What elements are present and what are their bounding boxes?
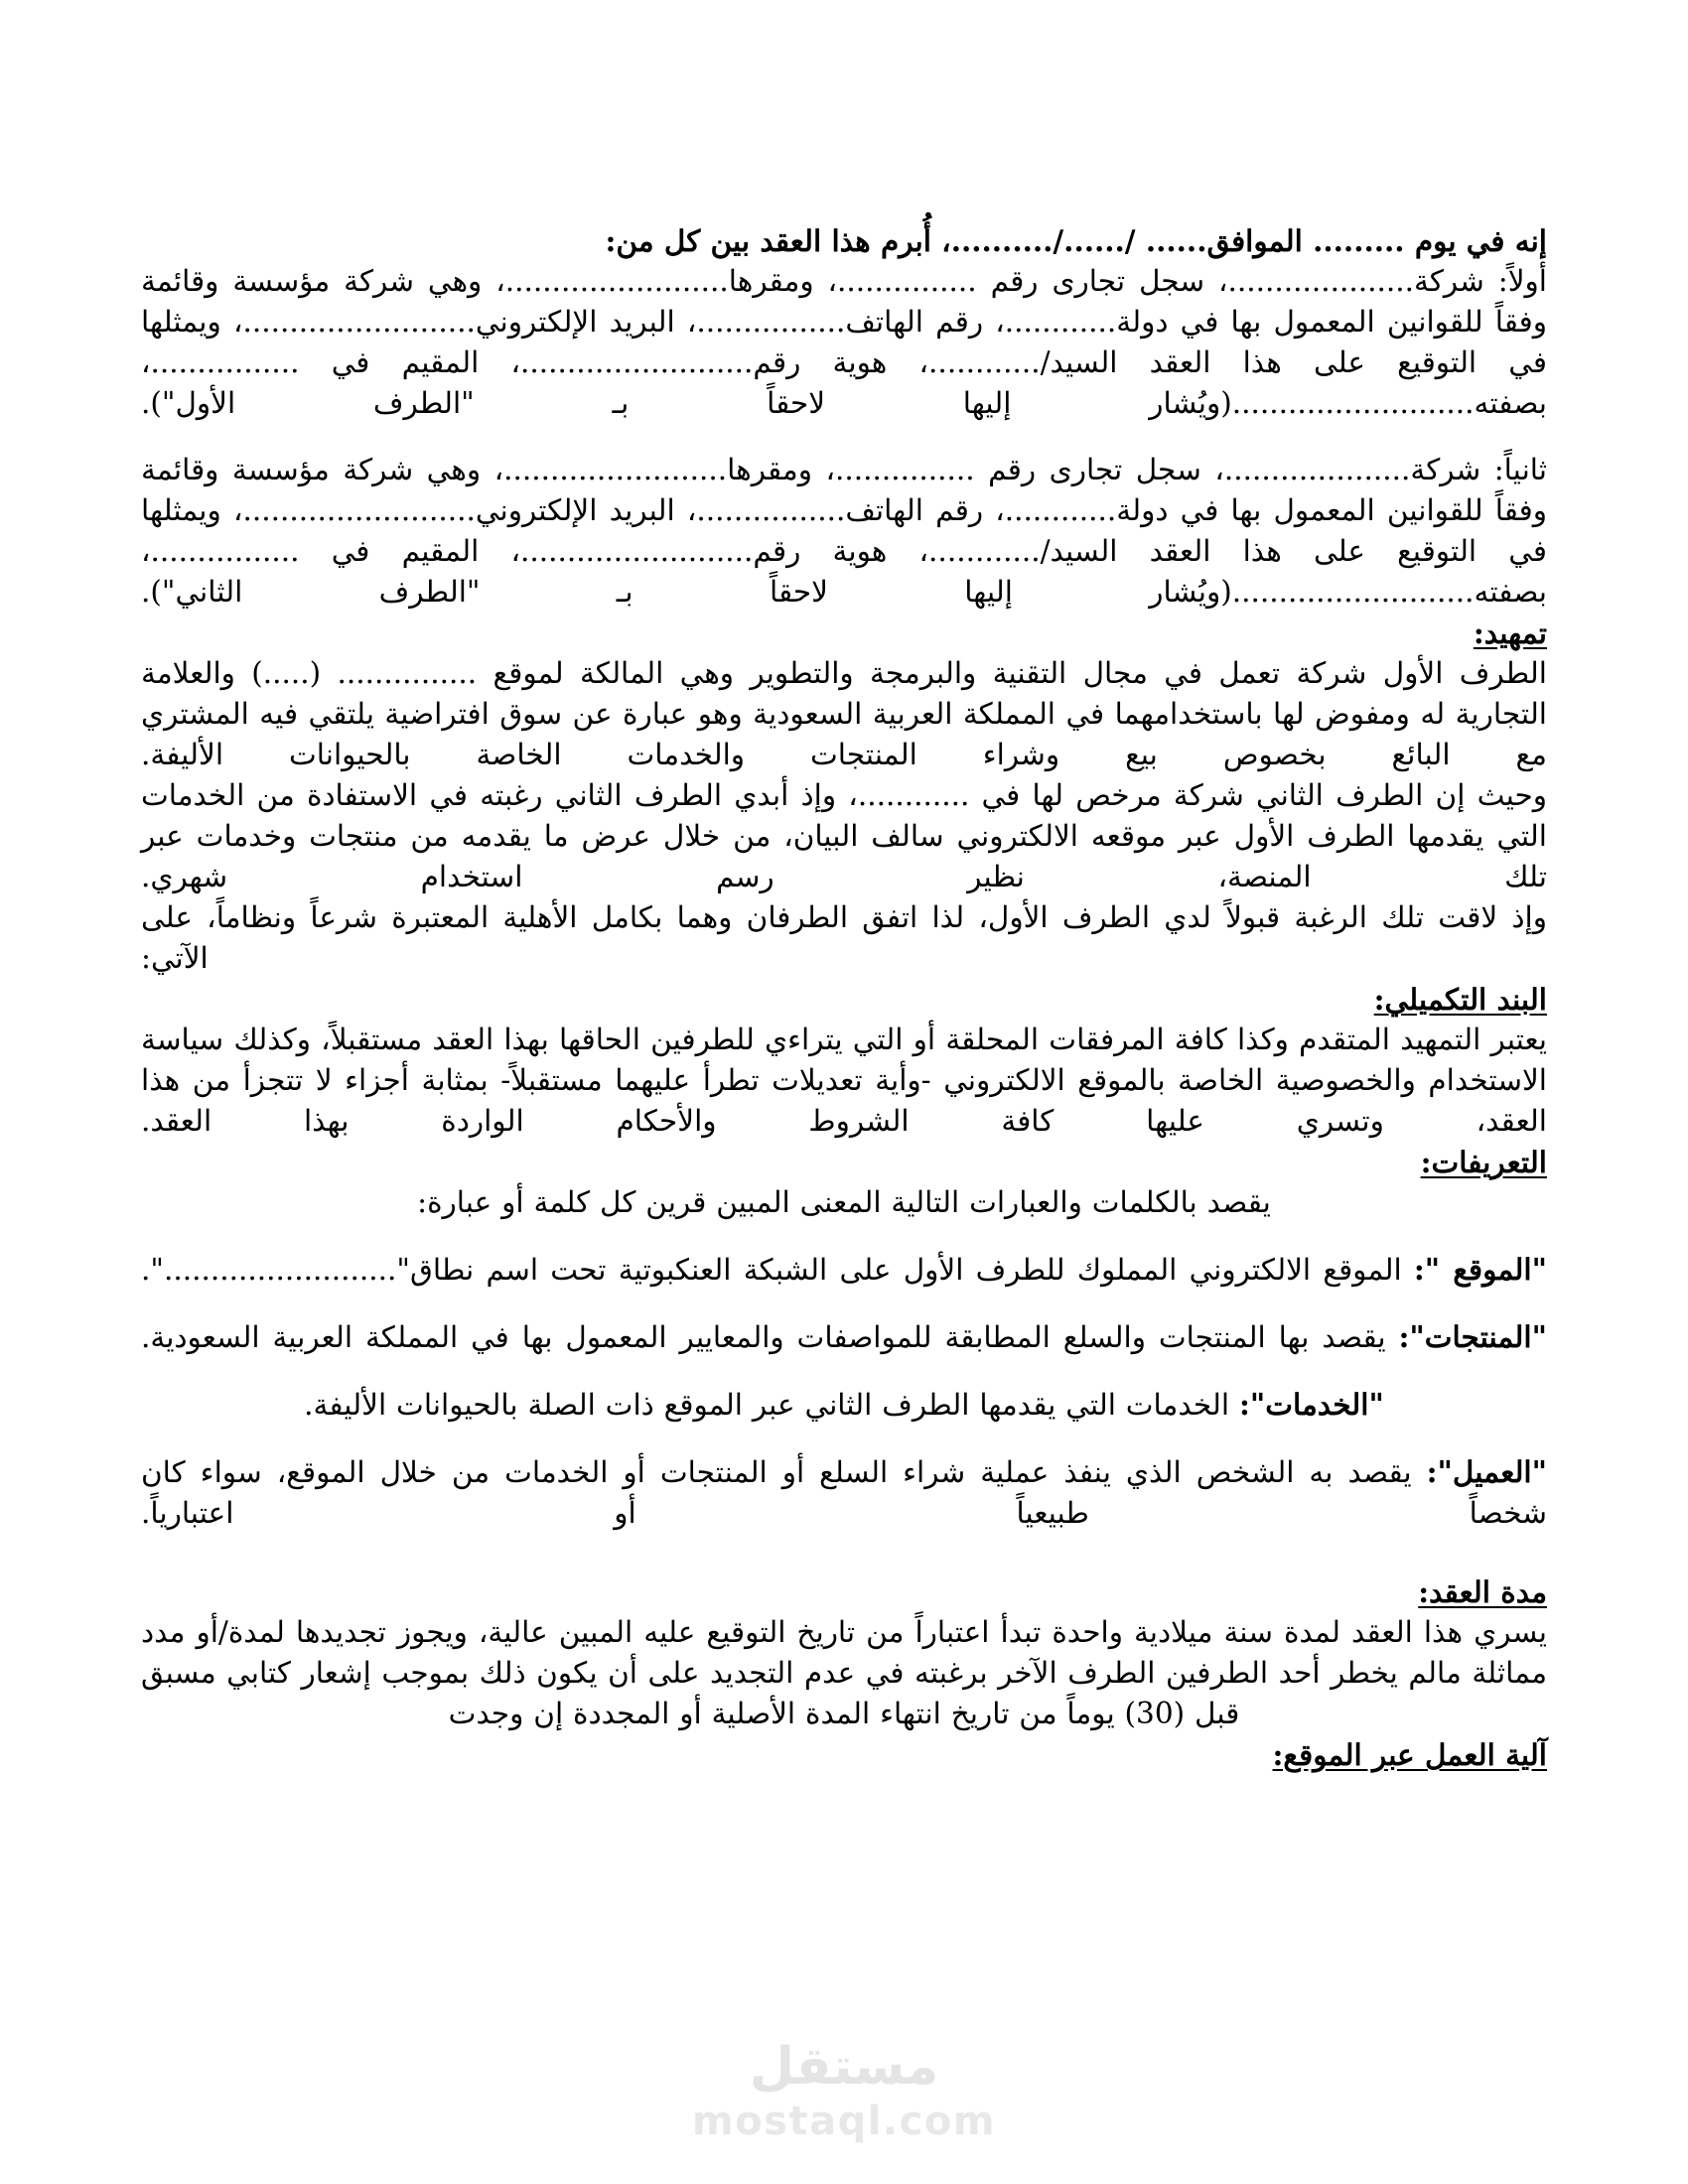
definition-item-products [141,1316,1547,1358]
definition-text-services: الخدمات التي يقدمها الطرف الثاني عبر الموقع ذات الصلة بالحيوانات الأليفة. [304,1388,1239,1422]
definition-term-client: "العميل": [1426,1454,1547,1489]
preamble-paragraph-2: وحيث إن الطرف الثاني شركة مرخص لها في ............، وإذ أبدي الطرف الثاني رغبته في الاستفادة من الخدمات التي يقدمها الطرف الأول عبر موقعه الالكتروني سالف البيان، من خلال عرض ما يقدمه من منتجات وخدمات عبر تلك المنصة، نظير رسم استخدام شهري. [141,778,1547,893]
contract-duration-paragraph: يسري هذا العقد لمدة سنة ميلادية واحدة تبدأ اعتباراً من تاريخ التوقيع عليه المبين عالية، ويجوز تجديدها لمدة/أو مدد مماثلة مالم يخطر أحد الطرفين الطرف الآخر برغبته في عدم التجديد على أن يكون ذلك بموجب إشعار كتابي مسبق قبل (30) يوماً من تاريخ انتهاء المدة الأصلية أو المجددة إن وجدت [141,1615,1547,1730]
definition-text-site: الموقع الالكتروني المملوك للطرف الأول على الشبكة العنكبوتية تحت اسم نطاق".........................". [141,1253,1414,1287]
watermark-arabic-text: مستقل [749,2037,939,2097]
spacer [141,1358,1547,1384]
mostaql-watermark [0,2037,1688,2144]
definition-item-client [141,1451,1547,1534]
heading-contract-duration: مدة العقد: [1418,1574,1547,1609]
spacer [141,1223,1547,1249]
spacer [141,1426,1547,1451]
definition-item-services [141,1384,1547,1426]
party-first-paragraph: أولاً: شركة....................، سجل تجارى رقم ...............، ومقرها........................، وهي شركة مؤسسة وقائمة وفقاً للقوانين المعمول بها في دولة............، رقم الهاتف................، البريد الإلكتروني.........................، ويمثلها في التوقيع على هذا العقد السيد/............، هوية رقم.........................، المقيم في ................، بصفته..........................(ويُشار إليها لاحقاً بـ "الطرف الأول"). [141,264,1547,420]
heading-supplementary-clause: البند التكميلي: [1373,982,1547,1017]
heading-definitions: التعريفات: [1420,1145,1547,1179]
definition-term-site: "الموقع ": [1413,1252,1547,1287]
heading-work-mechanism: آلية العمل عبر الموقع: [1272,1737,1547,1772]
definition-term-products: "المنتجات": [1398,1319,1547,1354]
definition-text-products: يقصد بها المنتجات والسلع المطابقة للمواصفات والمعايير المعمول بها في المملكة العربية السعودية. [141,1320,1399,1354]
preamble-paragraph-3: وإذ لاقت تلك الرغبة قبولاً لدي الطرف الأول، لذا اتفق الطرفان وهما بكامل الأهلية المعتبرة شرعاً ونظاماً، على الآتي: [141,900,1547,975]
supplementary-clause-paragraph: يعتبر التمهيد المتقدم وكذا كافة المرفقات المحلقة أو التي يتراءي للطرفين الحاقها بهذا العقد مستقبلاً، وكذلك سياسة الاستخدام والخصوصية الخاصة بالموقع الالكتروني -وأية تعديلات تطرأ عليهما مستقبلاً- بمثابة أجزاء لا تتجزأ من هذا العقد، وتسري عليها كافة الشروط والأحكام الواردة بهذا العقد. [141,1023,1547,1138]
watermark-latin-text: mostaql.com [692,2099,996,2144]
definition-term-services: "الخدمات": [1238,1387,1384,1422]
party-second-paragraph: ثانياً: شركة....................، سجل تجارى رقم ...............، ومقرها........................، وهي شركة مؤسسة وقائمة وفقاً للقوانين المعمول بها في دولة............، رقم الهاتف................، البريد الإلكتروني.........................، ويمثلها في التوقيع على هذا العقد السيد/............، هوية رقم.........................، المقيم في ................، بصفته..........................(ويُشار إليها لاحقاً بـ "الطرف الثاني"). [141,453,1547,609]
preamble-paragraph-1: الطرف الأول شركة تعمل في مجال التقنية والبرمجة والتطوير وهي المالكة لموقع ............... (.....) والعلامة التجارية له ومفوض لها باستخدامهما في المملكة العربية السعودية وهو عبارة عن سوق افتراضية يلتقي فيه المشتري مع البائع بخصوص بيع وشراء المنتجات والخدمات الخاصة بالحيوانات الأليفة. [141,656,1547,771]
opening-line: إنه في يوم ......... الموافق...... /....../..........، أُبرم هذا العقد بين كل من: [605,223,1547,258]
heading-preamble: تمهيد: [1473,615,1547,650]
document-body [141,220,1547,1775]
definition-item-site [141,1249,1547,1291]
spacer [141,1534,1547,1571]
definition-text-client: يقصد به الشخص الذي ينفذ عملية شراء السلع أو المنتجات أو الخدمات من خلال الموقع، سواء كان شخصاً طبيعياً أو اعتبارياً. [141,1455,1547,1530]
definitions-intro: يقصد بالكلمات والعبارات التالية المعنى المبين قرين كل كلمة أو عبارة: [417,1185,1271,1219]
spacer [141,1291,1547,1316]
spacer [141,424,1547,450]
